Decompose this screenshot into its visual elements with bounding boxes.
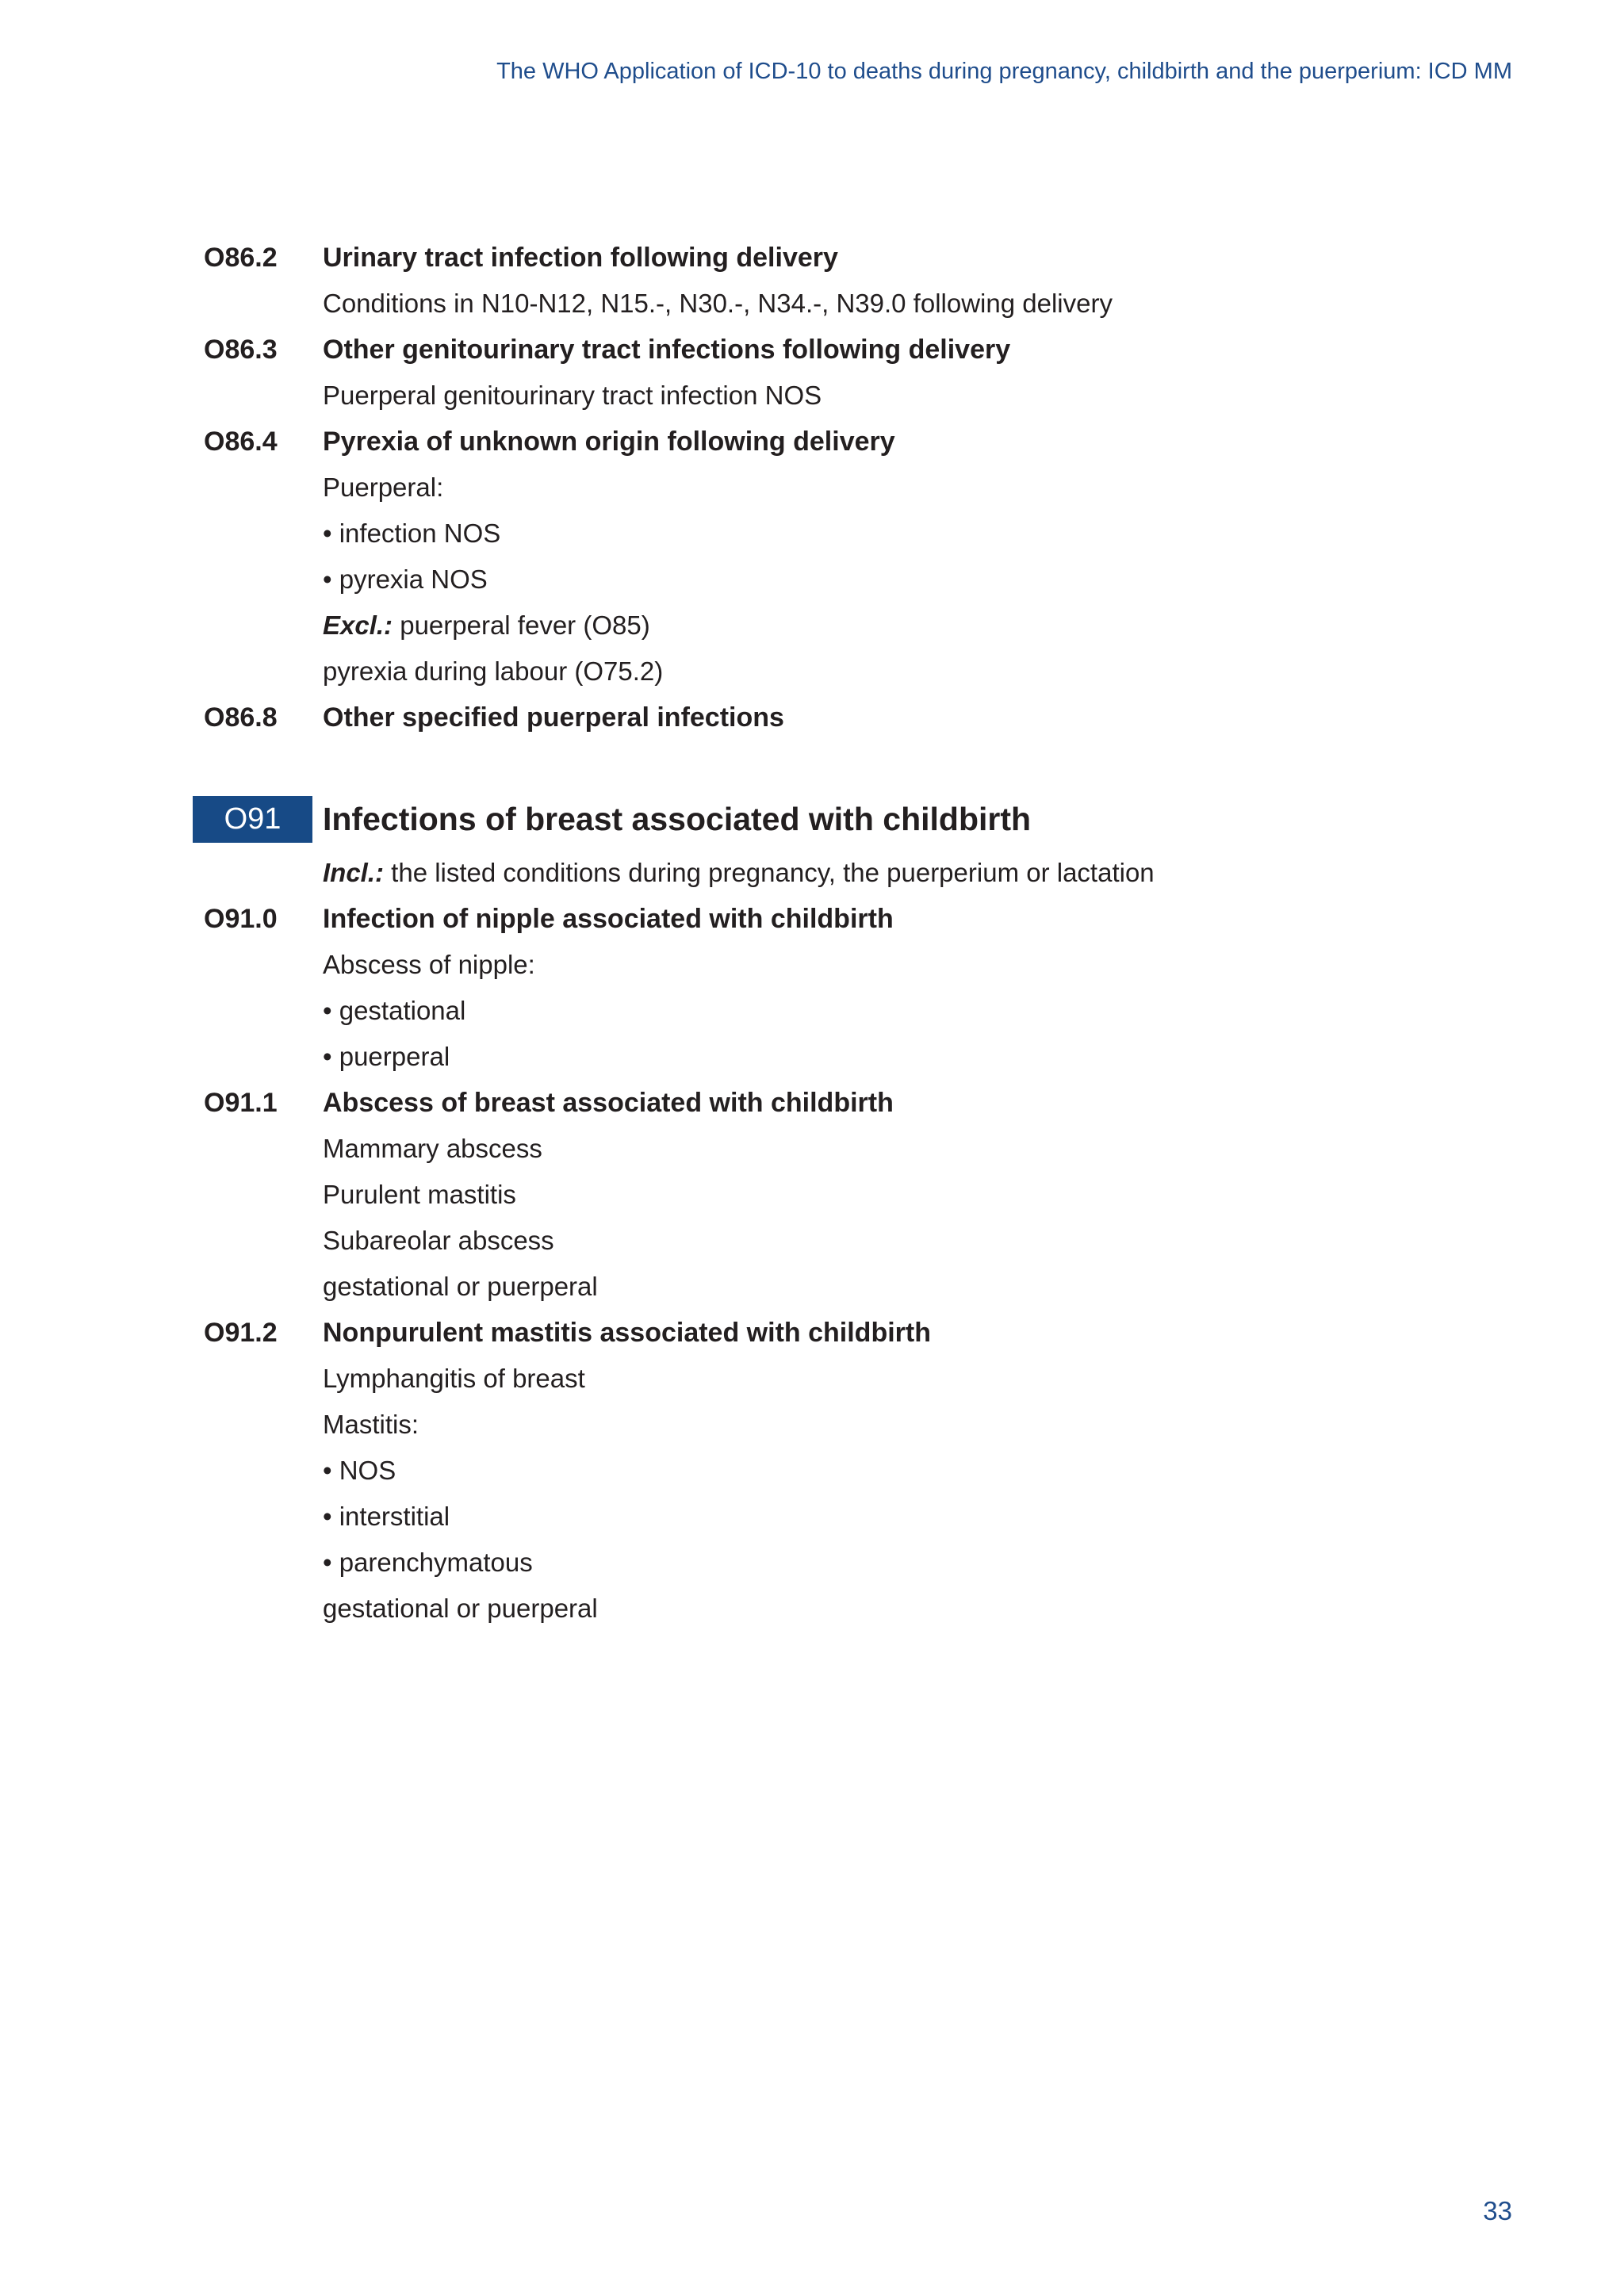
code-entry bbox=[0, 327, 1624, 419]
entries-after bbox=[0, 896, 1624, 1632]
page-content bbox=[0, 235, 1624, 1632]
category-title: Infections of breast associated with childbirth bbox=[323, 801, 1032, 837]
entry-line bbox=[323, 649, 1624, 695]
entry-code: O86.3 bbox=[204, 335, 278, 365]
entry-title: Urinary tract infection following delivery bbox=[323, 243, 838, 273]
entry-title: Pyrexia of unknown origin following delivery bbox=[323, 427, 895, 457]
entry-line bbox=[323, 1448, 1624, 1494]
exclusion-tag: Excl.: bbox=[323, 610, 393, 640]
entry-line-text: Conditions in N10-N12, N15.-, N30.-, N34.-, N39.0 following delivery bbox=[323, 289, 1113, 318]
entry-line-text: Mastitis: bbox=[323, 1410, 419, 1439]
entry-line bbox=[323, 1402, 1624, 1448]
entry-code: O86.8 bbox=[204, 702, 278, 733]
entry-line bbox=[323, 465, 1624, 511]
entry-line-text: Mammary abscess bbox=[323, 1134, 542, 1163]
entry-line-text: • gestational bbox=[323, 996, 466, 1025]
entry-title: Other specified puerperal infections bbox=[323, 702, 784, 733]
entry-code: O91.2 bbox=[204, 1318, 278, 1348]
entry-line-text: Purulent mastitis bbox=[323, 1180, 516, 1209]
entry-line-text: pyrexia during labour (O75.2) bbox=[323, 656, 664, 686]
entry-line bbox=[323, 1126, 1624, 1172]
code-entry bbox=[0, 419, 1624, 695]
entry-line bbox=[323, 1172, 1624, 1218]
entry-line-text: gestational or puerperal bbox=[323, 1272, 598, 1301]
entry-code: O91.0 bbox=[204, 904, 278, 934]
inclusion-tag: Incl.: bbox=[323, 858, 385, 887]
entry-line bbox=[323, 1034, 1624, 1080]
entry-line-text: gestational or puerperal bbox=[323, 1594, 598, 1623]
entry-line bbox=[323, 1356, 1624, 1402]
entry-line bbox=[323, 1586, 1624, 1632]
page-number: 33 bbox=[1483, 2196, 1512, 2225]
code-entry bbox=[0, 695, 1624, 740]
entry-line bbox=[323, 373, 1624, 419]
entry-line-text: • infection NOS bbox=[323, 519, 501, 548]
inclusion-note bbox=[323, 850, 1624, 896]
entry-line-text: • parenchymatous bbox=[323, 1548, 533, 1577]
entry-line-text: Puerperal genitourinary tract infection NOS bbox=[323, 381, 822, 410]
entry-line bbox=[323, 511, 1624, 557]
entry-line bbox=[323, 988, 1624, 1034]
entry-line bbox=[323, 603, 1624, 649]
entry-line-text: Abscess of nipple: bbox=[323, 950, 535, 979]
running-header: The WHO Application of ICD-10 to deaths during pregnancy, childbirth and the puerperium: ICD MM bbox=[496, 59, 1512, 84]
entry-code: O91.1 bbox=[204, 1088, 278, 1118]
entry-line-text: puerperal fever (O85) bbox=[393, 610, 650, 640]
entry-line-text: Lymphangitis of breast bbox=[323, 1364, 585, 1393]
entry-title: Infection of nipple associated with childbirth bbox=[323, 904, 894, 934]
entry-code: O86.4 bbox=[204, 427, 278, 457]
code-entry bbox=[0, 896, 1624, 1080]
code-entry bbox=[0, 1310, 1624, 1632]
entry-line-text: • puerperal bbox=[323, 1042, 450, 1071]
entry-line-text: Puerperal: bbox=[323, 473, 444, 502]
entry-line-text: • pyrexia NOS bbox=[323, 564, 488, 594]
entry-title: Nonpurulent mastitis associated with childbirth bbox=[323, 1318, 931, 1348]
entry-line bbox=[323, 942, 1624, 988]
code-entry bbox=[0, 235, 1624, 327]
entry-title: Abscess of breast associated with childbirth bbox=[323, 1088, 894, 1118]
entry-line-text: • interstitial bbox=[323, 1502, 450, 1531]
category-code-badge: O91 bbox=[193, 796, 312, 843]
entry-line-text: • NOS bbox=[323, 1456, 396, 1485]
entry-title: Other genitourinary tract infections following delivery bbox=[323, 335, 1011, 365]
entry-line bbox=[323, 1264, 1624, 1310]
entry-line bbox=[323, 1540, 1624, 1586]
inclusion-text: the listed conditions during pregnancy, the puerperium or lactation bbox=[384, 858, 1155, 887]
entry-line bbox=[323, 1218, 1624, 1264]
category-block bbox=[0, 788, 1624, 896]
entry-line bbox=[323, 1494, 1624, 1540]
code-entry bbox=[0, 1080, 1624, 1310]
entries-before bbox=[0, 235, 1624, 740]
entry-line bbox=[323, 557, 1624, 603]
entry-line-text: Subareolar abscess bbox=[323, 1226, 554, 1255]
entry-code: O86.2 bbox=[204, 243, 278, 273]
entry-line bbox=[323, 281, 1624, 327]
